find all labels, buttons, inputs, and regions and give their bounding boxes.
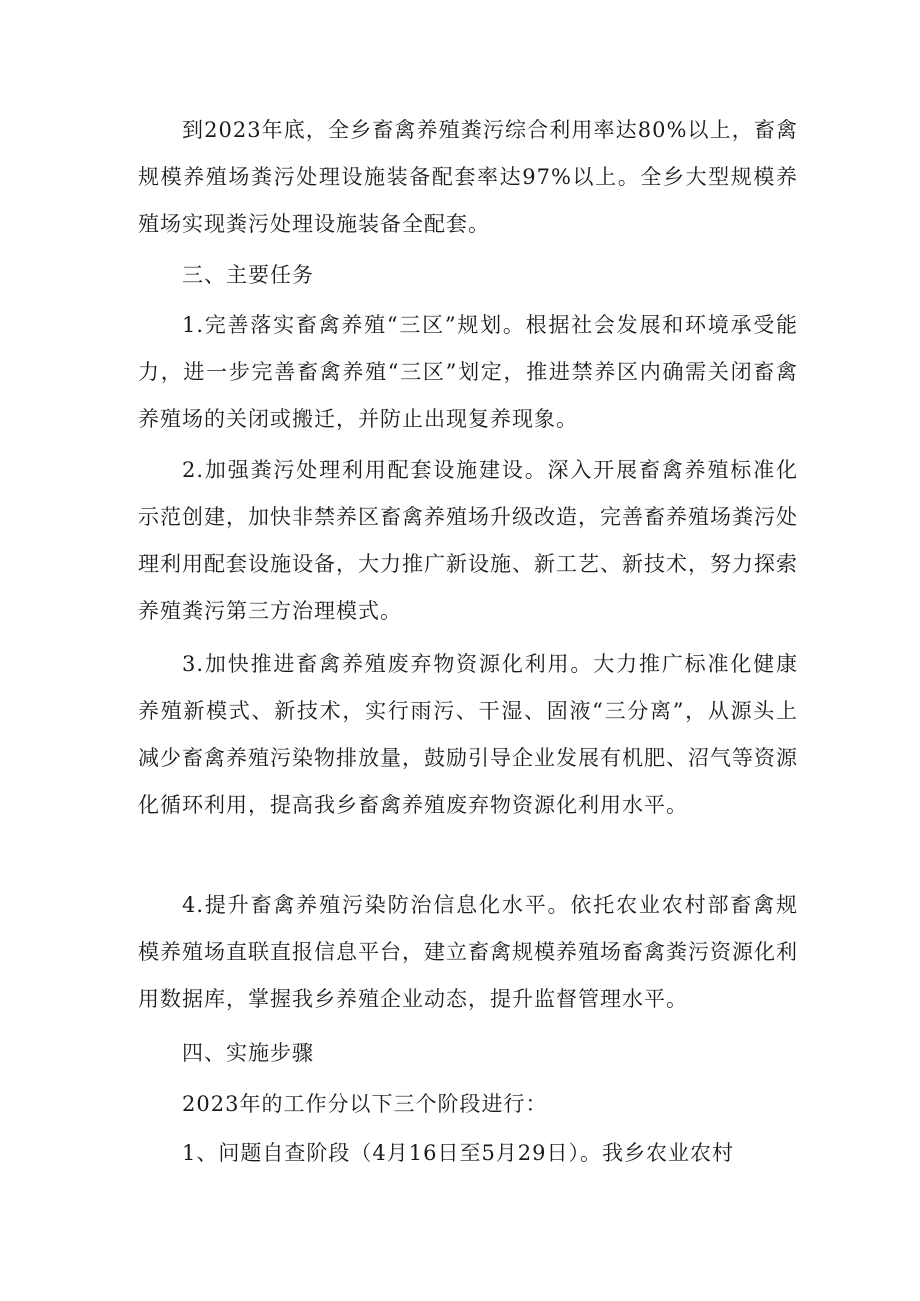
section-heading-implementation-steps: 四、实施步骤 [182,1041,314,1065]
paragraph-phase-1: 1、问题自查阶段（4月16日至5月29日）。我乡农业农村 [182,1141,735,1165]
paragraph-task-3: 3.加快推进畜禽养殖废弃物资源化利用。大力推广标准化健康养殖新模式、新技术，实行雨污、干湿、固液“三分离”，从源头上减少畜禽养殖污染物排放量，鼓励引导企业发展有机肥、沼气等资源化循环利用，提高我乡畜禽养殖废弃物资源化利用水平。 [138,652,798,817]
paragraph-targets: 到2023年底，全乡畜禽养殖粪污综合利用率达80%以上，畜禽规模养殖场粪污处理设施装备配套率达97%以上。全乡大型规模养殖场实现粪污处理设施装备全配套。 [138,118,798,236]
paragraph-phases-intro: 2023年的工作分以下三个阶段进行： [182,1092,548,1116]
paragraph-task-4: 4.提升畜禽养殖污染防治信息化水平。依托农业农村部畜禽规模养殖场直联直报信息平台，建立畜禽规模养殖场畜禽粪污资源化利用数据库，掌握我乡养殖企业动态，提升监督管理水平。 [138,893,798,1011]
section-heading-main-tasks: 三、主要任务 [182,263,314,287]
paragraph-task-1: 1.完善落实畜禽养殖“三区”规划。根据社会发展和环境承受能力，进一步完善畜禽养殖“三区”划定，推进禁养区内确需关闭畜禽养殖场的关闭或搬迁，并防止出现复养现象。 [138,313,798,431]
paragraph-task-2: 2.加强粪污处理利用配套设施建设。深入开展畜禽养殖标准化示范创建，加快非禁养区畜禽养殖场升级改造，完善畜养殖场粪污处理利用配套设施设备，大力推广新设施、新工艺、新技术，努力探索养殖粪污第三方治理模式。 [138,458,798,623]
